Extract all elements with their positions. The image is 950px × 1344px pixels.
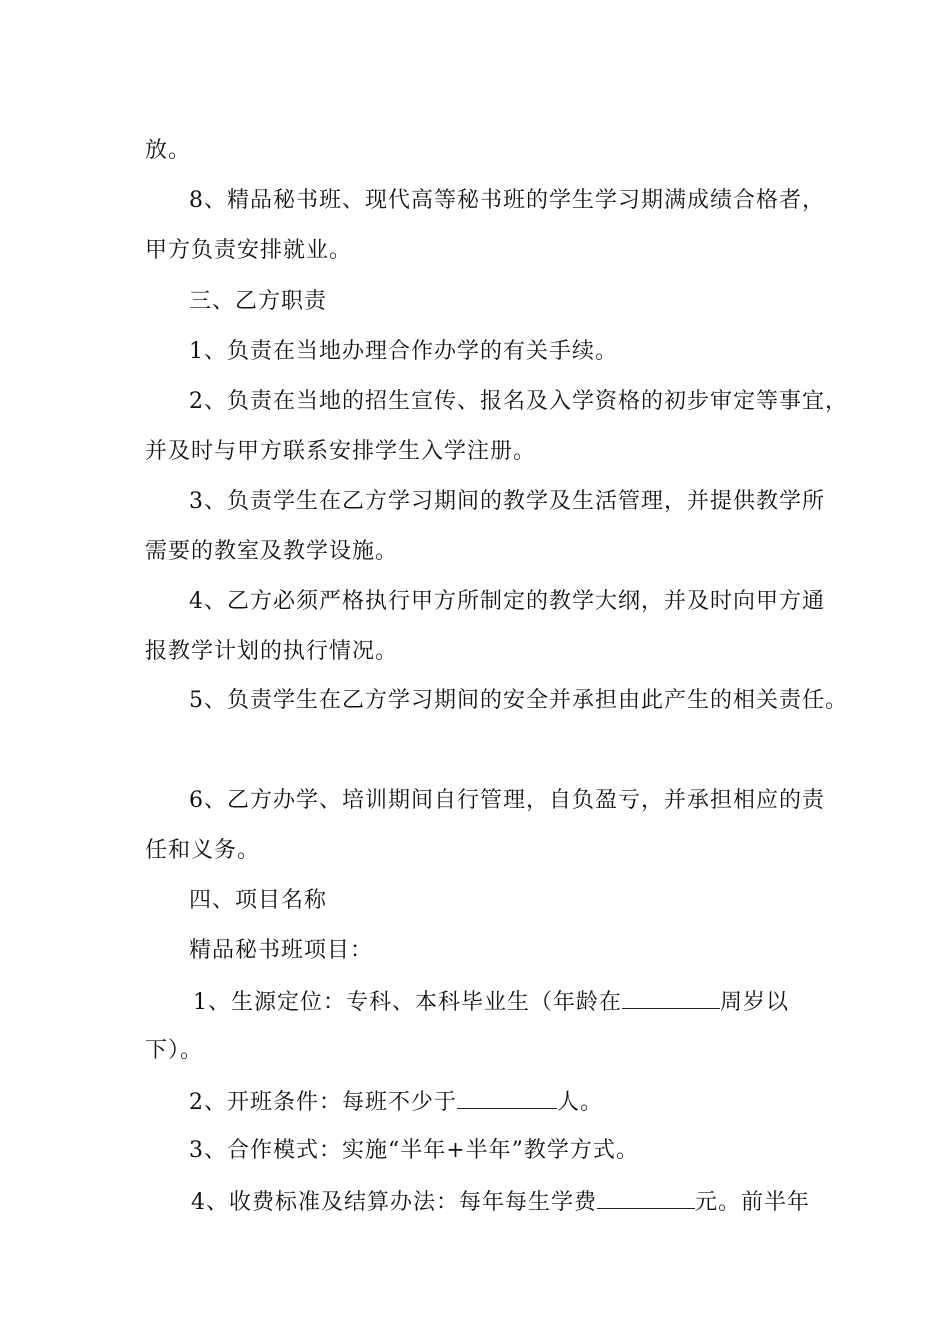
text-line: 并及时与甲方联系安排学生入学注册。 xyxy=(145,439,537,464)
text-segment: 2、开班条件：每班不少于 xyxy=(189,1090,457,1115)
fill-in-blank xyxy=(597,1186,695,1209)
text-line: 1、负责在当地办理合作办学的有关手续。 xyxy=(189,339,618,364)
text-line: 甲方负责安排就业。 xyxy=(145,238,353,263)
text-segment: 人。 xyxy=(557,1090,604,1115)
fill-in-blank xyxy=(457,1086,557,1109)
text-segment: 4、收费标准及结算办法：每年每生学费 xyxy=(191,1190,597,1215)
text-line: 5、负责学生在乙方学习期间的安全并承担由此产生的相关责任。 xyxy=(189,688,848,713)
text-line-with-blank xyxy=(0,986,950,1018)
text-line: 任和义务。 xyxy=(145,838,261,863)
text-line: 报教学计划的执行情况。 xyxy=(145,639,399,664)
section-heading: 四、项目名称 xyxy=(189,888,328,913)
text-segment: 1、生源定位：专科、本科毕业生（年龄在 xyxy=(193,990,622,1015)
text-segment: 元。前半年 xyxy=(695,1190,811,1215)
text-line-with-blank xyxy=(0,1086,950,1118)
text-line: 下）。 xyxy=(145,1038,204,1063)
text-line: 需要的教室及教学设施。 xyxy=(145,539,399,564)
fill-in-blank xyxy=(622,986,720,1009)
text-line: 3、合作模式：实施“半年+半年”教学方式。 xyxy=(189,1138,639,1163)
text-line: 精品秘书班项目： xyxy=(189,938,374,963)
text-line: 放。 xyxy=(145,138,192,163)
text-line: 8、精品秘书班、现代高等秘书班的学生学习期满成绩合格者， xyxy=(189,188,825,213)
text-line: 2、负责在当地的招生宣传、报名及入学资格的初步审定等事宜， xyxy=(189,389,848,414)
section-heading: 三、乙方职责 xyxy=(189,289,328,314)
text-line: 4、乙方必须严格执行甲方所制定的教学大纲，并及时向甲方通 xyxy=(189,589,825,614)
text-segment: 周岁以 xyxy=(720,990,790,1015)
text-line: 6、乙方办学、培训期间自行管理，自负盈亏，并承担相应的责 xyxy=(189,788,825,813)
text-line: 3、负责学生在乙方学习期间的教学及生活管理，并提供教学所 xyxy=(189,489,825,514)
text-line-with-blank xyxy=(0,1186,950,1218)
